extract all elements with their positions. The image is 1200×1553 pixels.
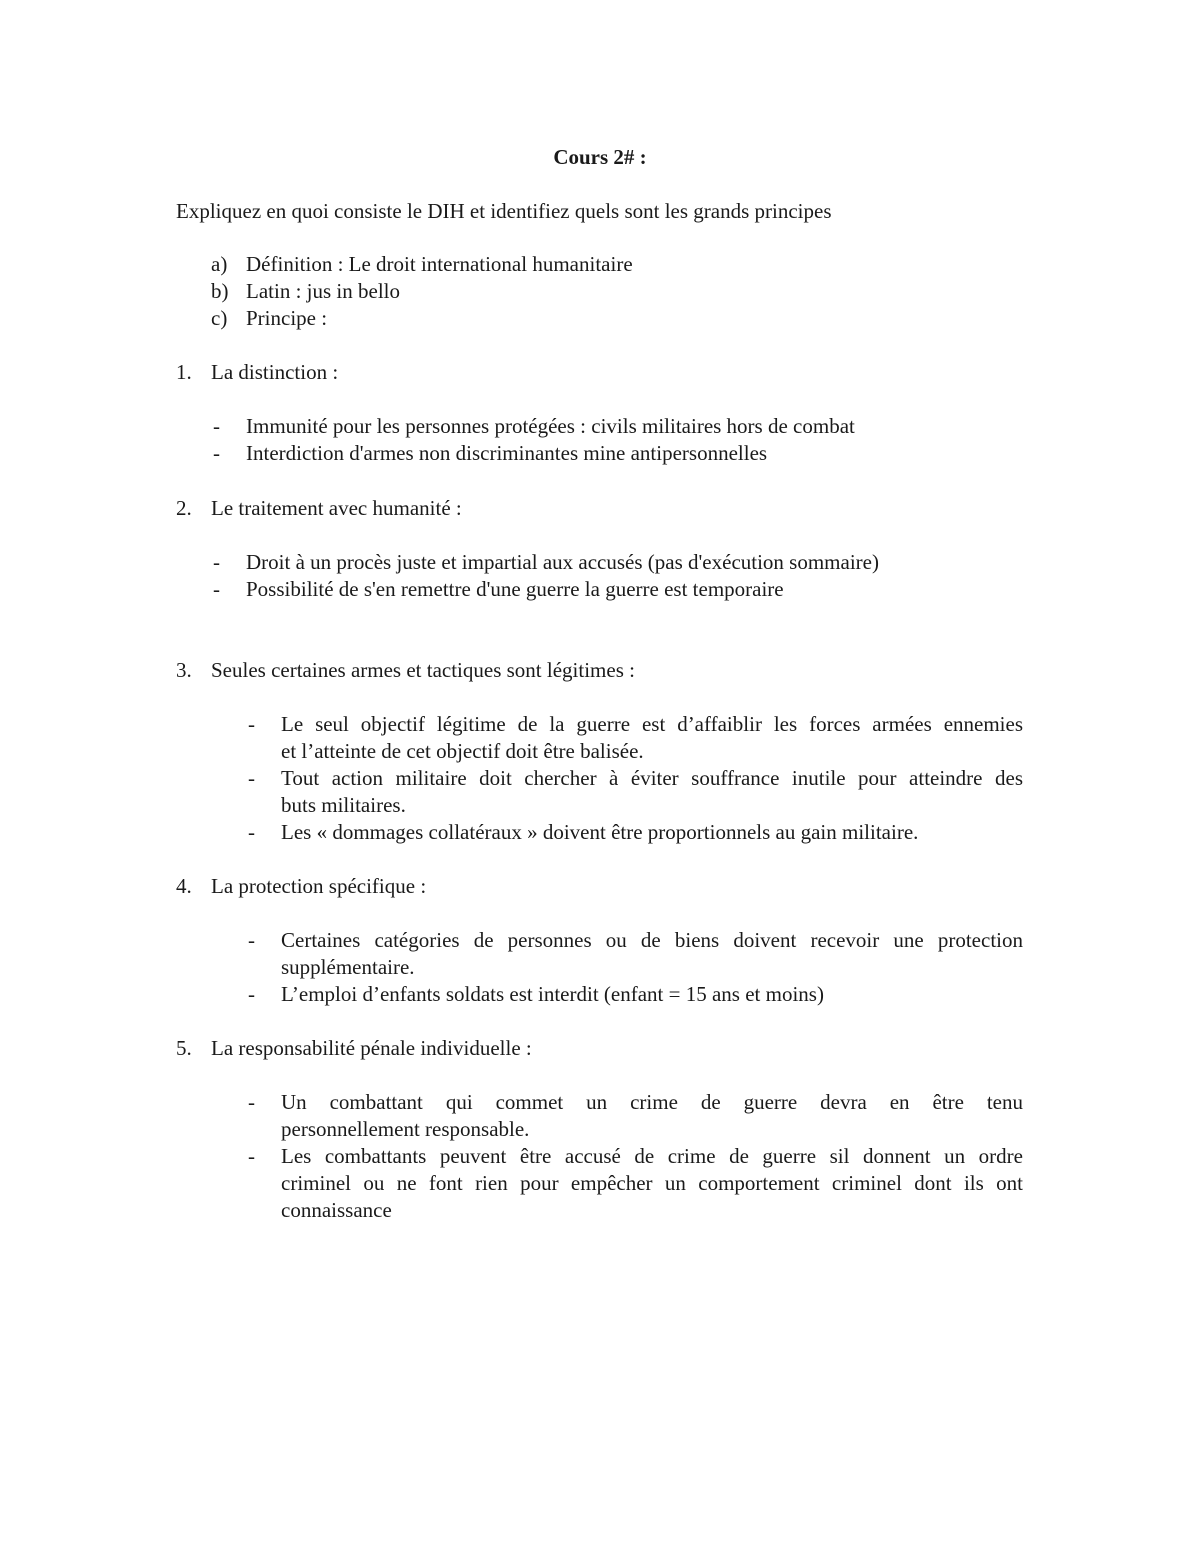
- document-title: Cours 2# :: [553, 145, 647, 169]
- section-number: 3.: [176, 658, 192, 682]
- bullet-line: buts militaires.: [281, 793, 406, 817]
- letter-item-text: Latin : jus in bello: [246, 279, 400, 303]
- bullet-dash: -: [213, 441, 220, 465]
- question-text: Expliquez en quoi consiste le DIH et identifiez quels sont les grands principes: [176, 199, 832, 223]
- bullet-line: Tout action militaire doit chercher à éviter souffrance inutile pour atteindre des: [281, 766, 1023, 790]
- bullet-dash: -: [213, 550, 220, 574]
- section-heading: Le traitement avec humanité :: [211, 496, 462, 520]
- bullet-dash: -: [248, 928, 255, 952]
- letter-item-text: Définition : Le droit international humanitaire: [246, 252, 633, 276]
- bullet-line: personnellement responsable.: [281, 1117, 530, 1141]
- bullet-line: Certaines catégories de personnes ou de biens doivent recevoir une protection: [281, 928, 1023, 952]
- bullet-dash: -: [248, 712, 255, 736]
- bullet-dash: -: [248, 766, 255, 790]
- bullet-line: Les « dommages collatéraux » doivent être proportionnels au gain militaire.: [281, 820, 919, 844]
- letter-marker: c): [211, 306, 228, 330]
- bullet-line: Un combattant qui commet un crime de guerre devra en être tenu: [281, 1090, 1023, 1114]
- bullet-line: connaissance: [281, 1198, 392, 1222]
- letter-marker: b): [211, 279, 229, 303]
- bullet-line: criminel ou ne font rien pour empêcher un comportement criminel dont ils ont: [281, 1171, 1023, 1195]
- bullet-line: Droit à un procès juste et impartial aux accusés (pas d'exécution sommaire): [246, 550, 879, 574]
- bullet-dash: -: [213, 577, 220, 601]
- bullet-line: Le seul objectif légitime de la guerre est d’affaiblir les forces armées ennemies: [281, 712, 1023, 736]
- bullet-line: et l’atteinte de cet objectif doit être balisée.: [281, 739, 644, 763]
- section-number: 1.: [176, 360, 192, 384]
- bullet-line: Immunité pour les personnes protégées : civils militaires hors de combat: [246, 414, 855, 438]
- letter-marker: a): [211, 252, 228, 276]
- bullet-line: Interdiction d'armes non discriminantes mine antipersonnelles: [246, 441, 768, 465]
- bullet-line: Possibilité de s'en remettre d'une guerre la guerre est temporaire: [246, 577, 784, 601]
- bullet-dash: -: [248, 1090, 255, 1114]
- section-heading: La protection spécifique :: [211, 874, 427, 898]
- bullet-line: L’emploi d’enfants soldats est interdit (enfant = 15 ans et moins): [281, 982, 824, 1006]
- bullet-dash: -: [248, 982, 255, 1006]
- section-heading: Seules certaines armes et tactiques sont légitimes :: [211, 658, 635, 682]
- section-heading: La responsabilité pénale individuelle :: [211, 1036, 532, 1060]
- bullet-dash: -: [248, 820, 255, 844]
- bullet-dash: -: [248, 1144, 255, 1168]
- bullet-line: Les combattants peuvent être accusé de crime de guerre sil donnent un ordre: [281, 1144, 1023, 1168]
- section-heading: La distinction :: [211, 360, 339, 384]
- bullet-dash: -: [213, 414, 220, 438]
- section-number: 5.: [176, 1036, 192, 1060]
- section-number: 2.: [176, 496, 192, 520]
- letter-item-text: Principe :: [246, 306, 328, 330]
- section-number: 4.: [176, 874, 192, 898]
- bullet-line: supplémentaire.: [281, 955, 415, 979]
